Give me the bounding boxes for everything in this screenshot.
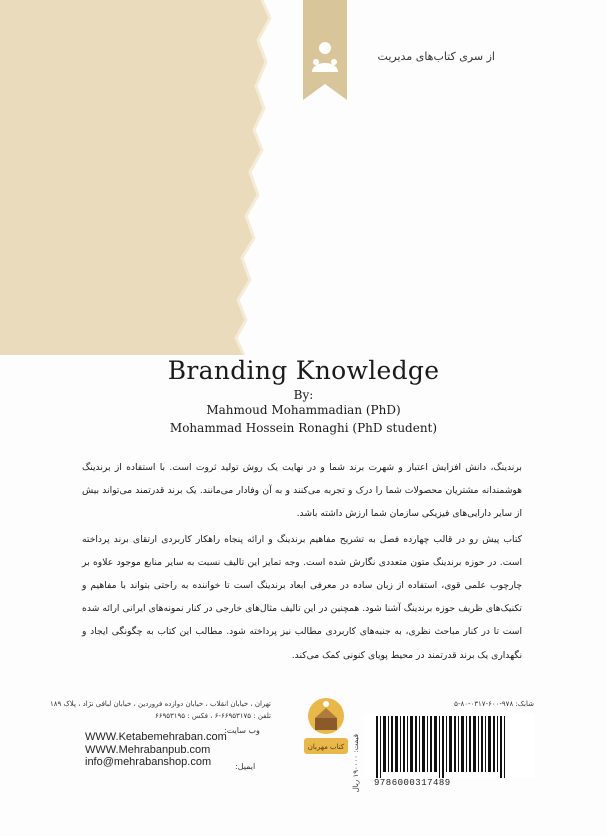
author-2: Mohammad Hossein Ronaghi (PhD student) (169, 421, 438, 435)
series-label: از سری کتاب‌های مدیریت (377, 50, 495, 63)
publisher-logo-icon (300, 694, 352, 770)
description-paragraph-2: کتاب پیش رو در قالب چهارده فصل به تشریح مفاهیم برندینگ و ارائه پنجاه راهکار کاربردی ارتقای برند پرداخته است. در حوزه برندینگ متون متعددی نگارش شده است. وجه تمایز این تالیف نسبت به سایر منابع موجود علاوه بر چارچوب علمی قوی، استفاده از زبان ساده در معرفی ابعاد برندینگ است تا خواننده به راحتی بتواند با مفاهیم و تکنیک‌های ظریف حوزه برندینگ آشنا شود. همچنین در این تالیف مثال‌های خارجی در کنار نمونه‌های ایرانی ارائه شده است تا در کنار مباحث نظری، به جنبه‌های کاربردی مطالب نیز پرداخته شود. مطالب این کتاب به چگونگی ایجاد و نگهداری یک برند قدرتمند در محیط پویای کنونی کمک می‌کند. (82, 533, 522, 661)
by-label: By: (293, 388, 314, 402)
series-ribbon (303, 0, 347, 100)
publisher-phone: تلفن : ۶۶۹۵۳۱۷۵-۶ ، فکس : ۶۶۹۵۳۱۹۵ (154, 712, 271, 720)
barcode-number: 9786000317489 (374, 778, 451, 788)
book-title: Branding Knowledge (167, 356, 440, 385)
barcode-icon (364, 714, 534, 778)
author-1: Mahmoud Mohammadian (PhD) (206, 403, 401, 417)
publisher-logo-text: کتاب مهربان (307, 743, 345, 751)
website-link-1[interactable]: WWW.Ketabemehraban.com (85, 731, 227, 743)
book-description (82, 456, 522, 669)
description-paragraph-1: برندینگ، دانش افزایش اعتبار و شهرت برند شما و در نهایت یک روش تولید ثروت است. با استفاده از برندینگ هوشمندانه مشتریان محصولات شما را درک و تجربه می‌کنند و به آن وفادار می‌مانند. یک برند قدرتمند می‌تواند بیش از سایر دارایی‌های فیزیکی سازمان شما ارزش داشته باشد. (82, 462, 522, 520)
email-label: ایمیل: (235, 762, 256, 771)
publisher-address-block (41, 698, 271, 722)
email-link[interactable]: info@mehrabanshop.com (85, 756, 212, 769)
isbn-block (352, 700, 534, 793)
torn-paper-panel (0, 0, 290, 355)
publisher-address: تهران ، خیابان انقلاب ، خیابان دوازده فروردین ، خیابان لبافی نژاد ، پلاک ۱۸۹ (50, 700, 271, 708)
website-link-2[interactable]: WWW.Mehrabanpub.com (85, 743, 211, 756)
website-label: وب سایت: (224, 726, 260, 735)
isbn-label: شابک: ۹۷۸-۶۰۰-۰۳۱۷-۸۰-۵ (454, 700, 534, 708)
price-label: قیمت: ۱۹۰۰۰۰ ریال (352, 734, 360, 793)
publisher-links (85, 731, 225, 769)
